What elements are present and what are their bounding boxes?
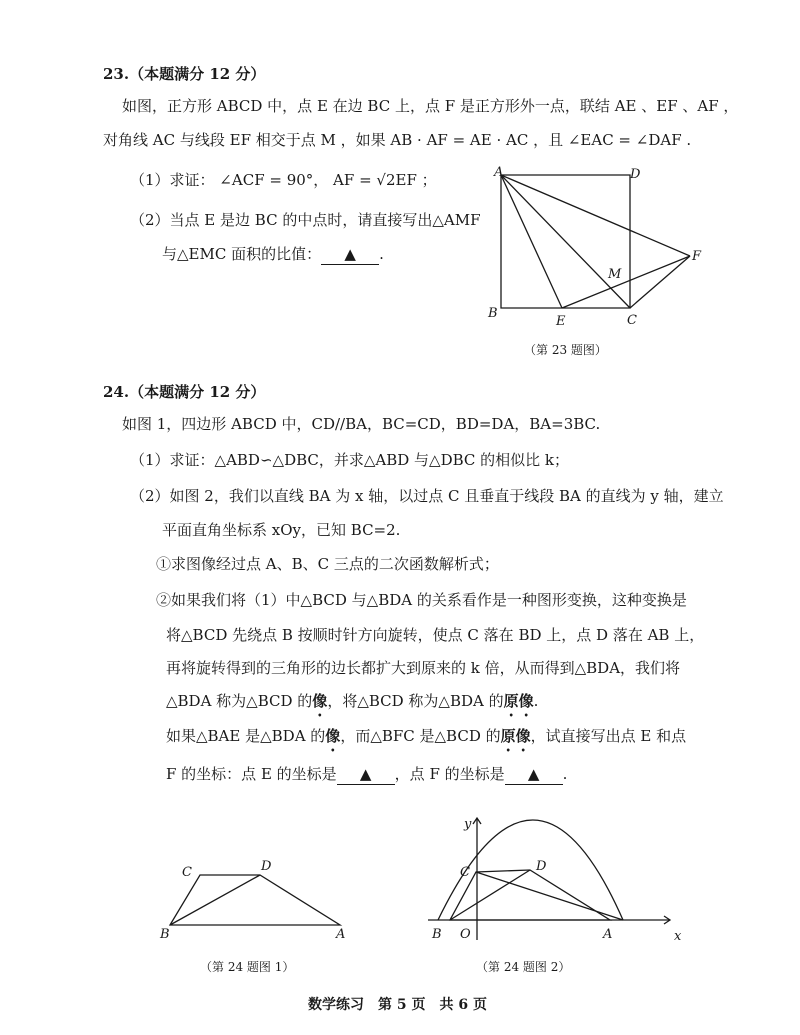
q23-part2-text: 与△EMC 面积的比值： (162, 245, 322, 263)
fig2-label-c: C (460, 865, 470, 880)
q24-term-preimage-2: 原像 (500, 727, 531, 745)
label-b: B (488, 306, 498, 321)
q24-answer-blank-f: ▲ (505, 764, 563, 785)
q24-caption-1: （第 24 题图 1） (200, 960, 295, 974)
q23-header: 23.（本题满分 12 分） (103, 65, 266, 83)
fig2-label-a: A (603, 927, 613, 942)
label-f: F (692, 249, 702, 264)
q23-part1: （1）求证： ∠ACF = 90°， AF = √2EF ； (130, 171, 437, 189)
q24-sub2-line4 (166, 691, 538, 720)
q24-term-image-2: 像 (325, 727, 341, 745)
q23-figure (480, 160, 710, 340)
fig1-label-b: B (160, 927, 170, 942)
q24-caption-2: （第 24 题图 2） (476, 960, 571, 974)
label-a: A (494, 165, 504, 180)
q23-part2-line1: （2）当点 E 是边 BC 的中点时，请直接写出△AMF (130, 211, 481, 229)
q23-part2-period: . (379, 245, 384, 263)
q24-sub2-line5 (166, 726, 686, 755)
q24-part1: （1）求证：△ABD∽△DBC，并求△ABD 与△DBC 的相似比 k； (130, 451, 570, 469)
label-d: D (630, 167, 641, 182)
segment-ca (476, 872, 623, 920)
q24-sub2-line6-b: ，点 F 的坐标是 (394, 765, 505, 783)
q24-sub2-line4-a: △BDA 称为△BCD 的 (166, 692, 313, 710)
fig2-label-d: D (536, 859, 547, 874)
label-c: C (627, 313, 637, 328)
q24-answer-blank-e: ▲ (337, 764, 395, 785)
q24-sub2-line5-c: ，而△BFC 是△BCD 的 (340, 727, 501, 745)
q23-line1: 如图，正方形 ABCD 中，点 E 在边 BC 上，点 F 是正方形外一点，联结 AE 、EF 、AF ， (122, 97, 739, 115)
q24-sub2-line3: 再将旋转得到的三角形的边长都扩大到原来的 k 倍，从而得到△BDA，我们将 (166, 659, 681, 677)
q23-part2-line2 (162, 244, 384, 265)
q24-term-image: 像 (312, 692, 328, 710)
q24-sub2-line2: 将△BCD 先绕点 B 按顺时针方向旋转，使点 C 落在 BD 上，点 D 落在 AB 上， (166, 626, 705, 644)
q24-sub2-line1: ②如果我们将（1）中△BCD 与△BDA 的关系看作是一种图形变换，这种变换是 (156, 591, 687, 609)
segment-ef (562, 256, 690, 308)
q23-line2: 对角线 AC 与线段 EF 相交于点 M ，如果 AB · AF = AE · AC ，且 ∠EAC = ∠DAF . (103, 131, 692, 149)
q24-figure-1 (150, 850, 360, 945)
label-e: E (556, 314, 566, 329)
quadrilateral-abcd (170, 875, 340, 925)
q24-part2-line1: （2）如图 2，我们以直线 BA 为 x 轴，以过点 C 且垂直于线段 BA 的直线为 y 轴，建立 (130, 487, 724, 505)
q24-sub2-line6-c: . (562, 765, 568, 783)
diagonal-bd (170, 875, 260, 925)
fig2-label-y: y (464, 817, 472, 832)
fig2-label-o: O (460, 927, 471, 942)
q24-term-preimage: 原像 (503, 692, 534, 710)
segment-af (501, 175, 690, 256)
q23-caption: （第 23 题图） (524, 343, 607, 357)
q24-sub2-line6 (166, 764, 567, 785)
q24-line1: 如图 1，四边形 ABCD 中，CD//BA，BC=CD，BD=DA，BA=3BC. (122, 415, 601, 433)
label-m: M (608, 267, 622, 282)
q24-sub2-line5-a: 如果△BAE 是△BDA 的 (166, 727, 326, 745)
q24-sub2-line5-e: ，试直接写出点 E 和点 (530, 727, 687, 745)
q24-sub2-line4-e: . (533, 692, 539, 710)
q24-header: 24.（本题满分 12 分） (103, 383, 266, 401)
fig2-label-x: x (674, 929, 682, 944)
q24-figure-2 (420, 810, 690, 950)
fig1-label-d: D (261, 859, 272, 874)
fig1-label-c: C (182, 865, 192, 880)
q24-sub2-line6-a: F 的坐标：点 E 的坐标是 (166, 765, 337, 783)
q24-sub2-line4-c: ，将△BCD 称为△BDA 的 (327, 692, 504, 710)
q23-answer-blank: ▲ (321, 244, 379, 265)
page-footer: 数学练习 第 5 页 共 6 页 (308, 997, 487, 1013)
segment-ae (501, 175, 562, 308)
q24-sub1: ①求图像经过点 A、B、C 三点的二次函数解析式； (156, 555, 499, 573)
segment-cf (630, 256, 690, 308)
quadrilateral-abcd (450, 870, 610, 920)
fig1-label-a: A (336, 927, 346, 942)
fig2-label-b: B (432, 927, 442, 942)
q24-part2-line2: 平面直角坐标系 xOy，已知 BC=2. (162, 521, 401, 539)
